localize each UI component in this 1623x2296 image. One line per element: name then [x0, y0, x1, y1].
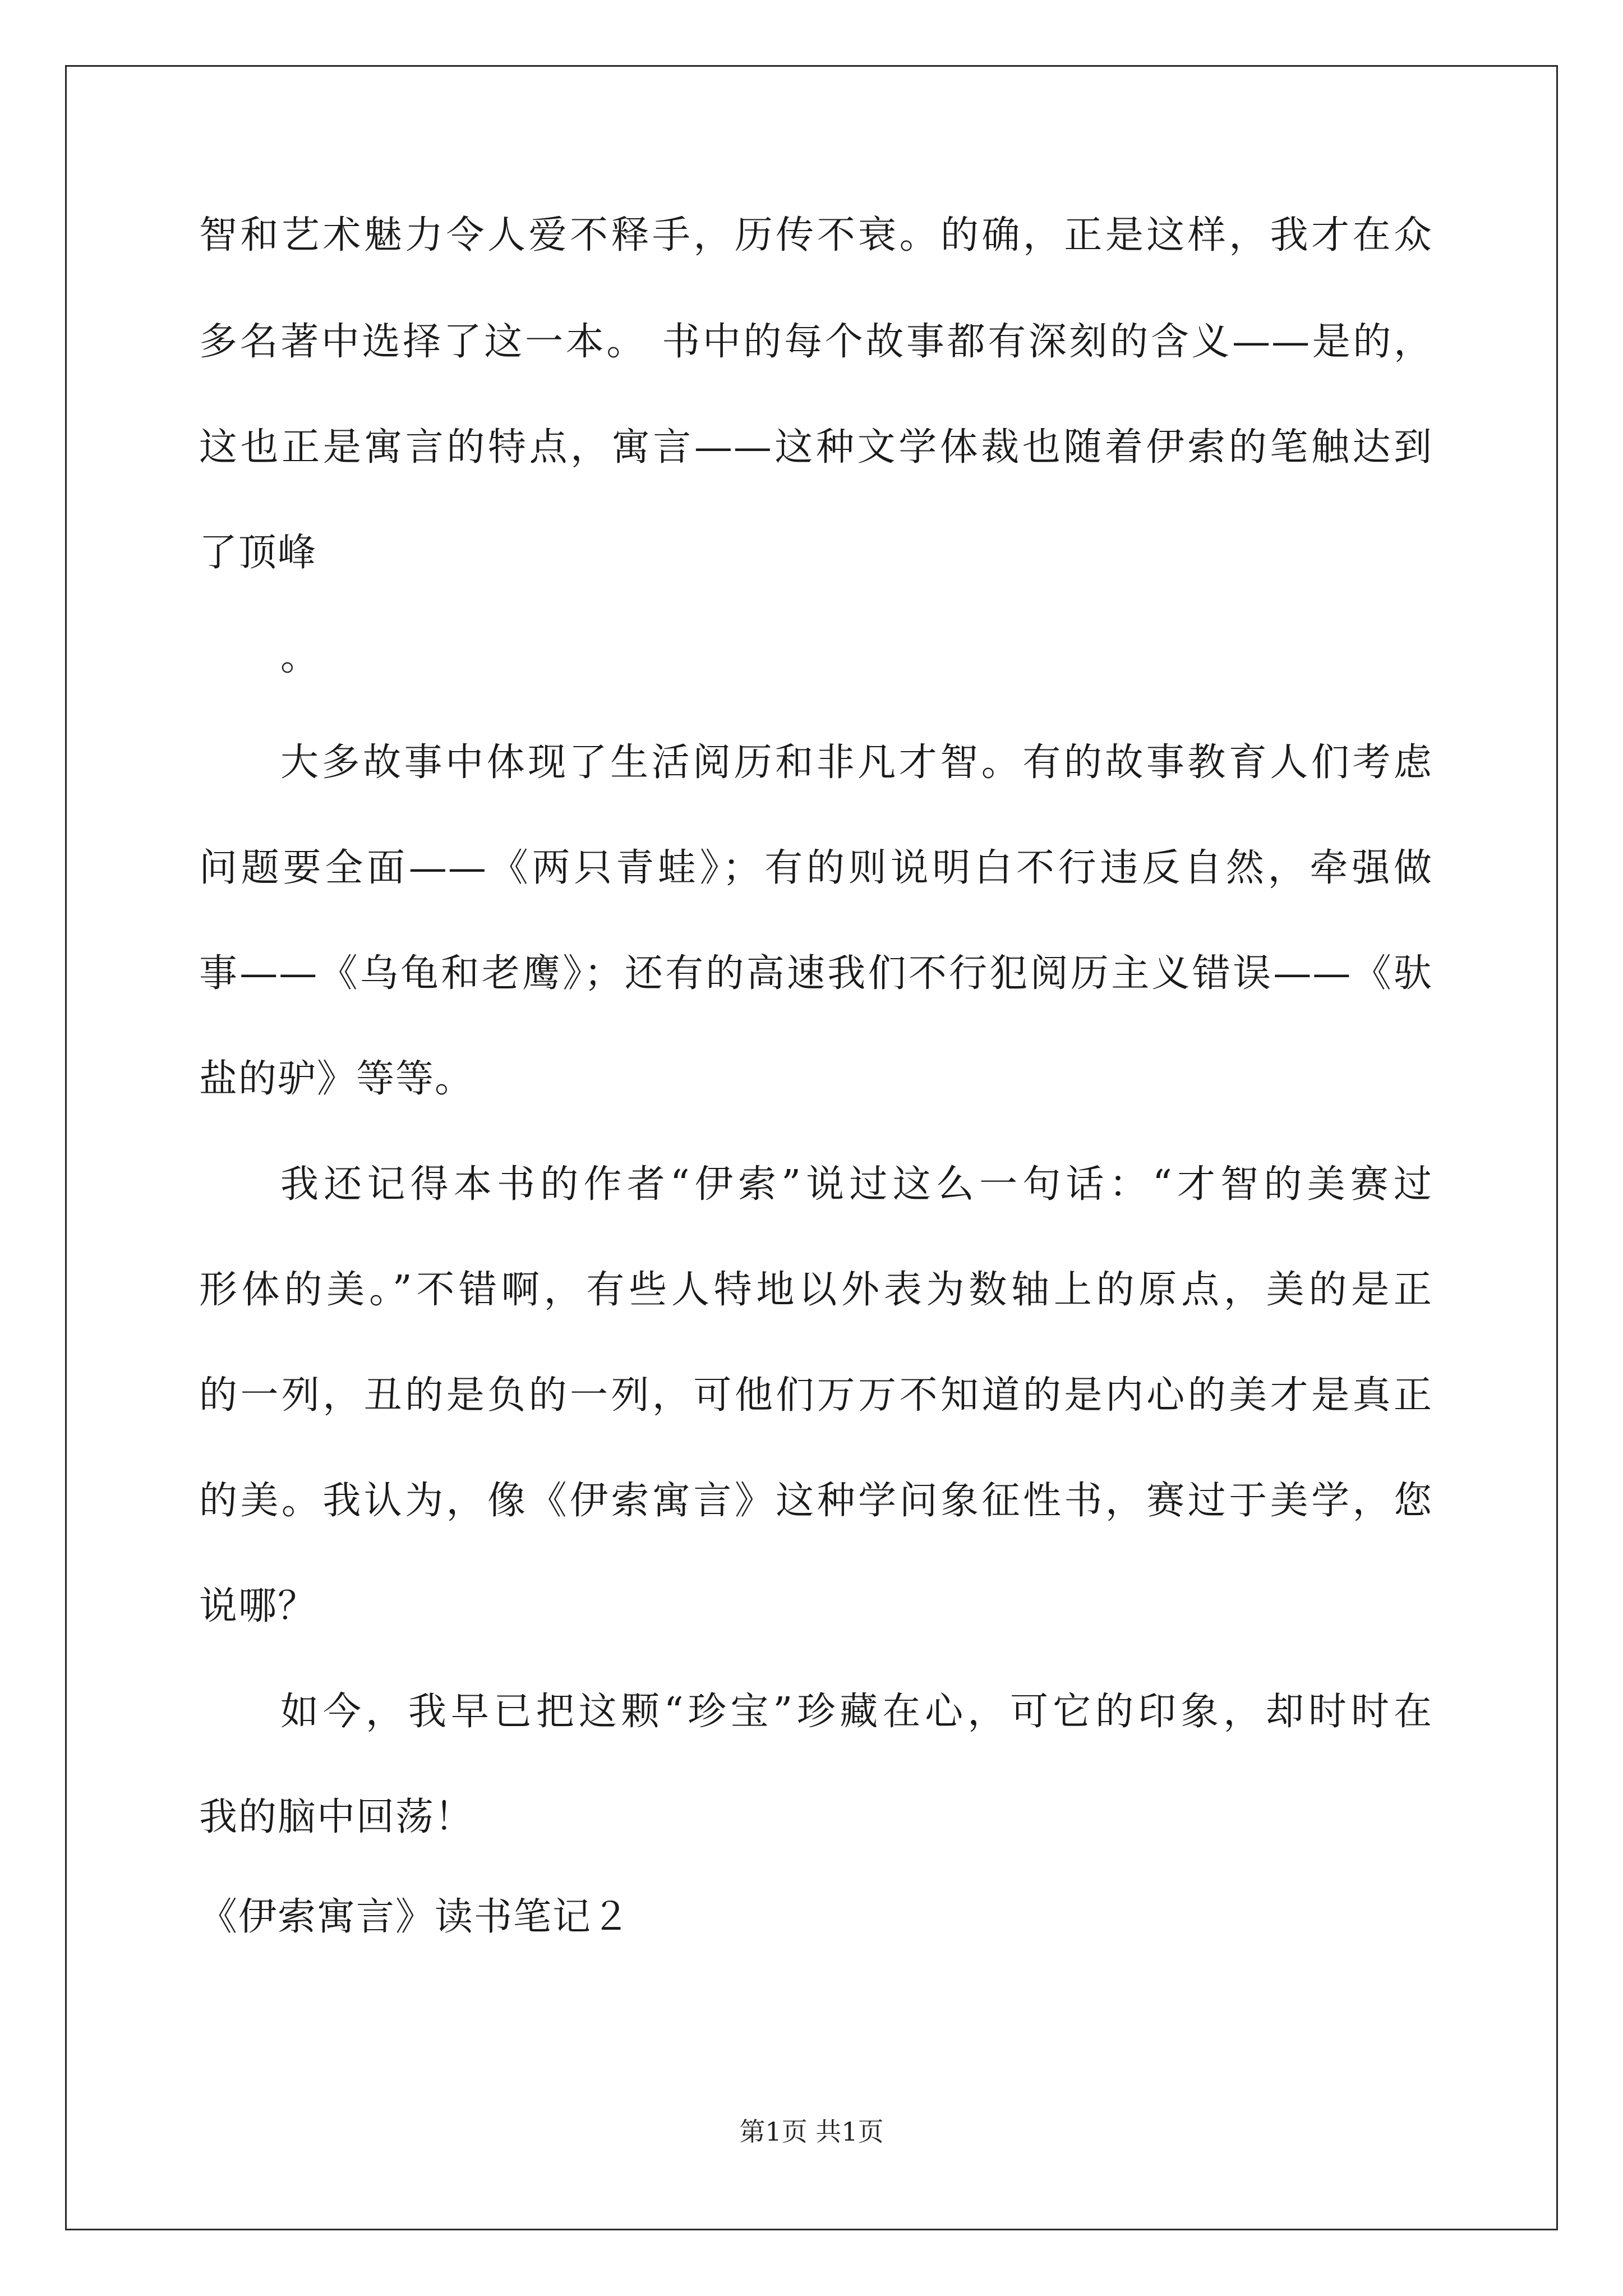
text-line: 事——《乌龟和老鹰》；还有的高速我们不行犯阅历主义错误——《驮: [199, 951, 1433, 996]
text-line: 这也正是寓言的特点，寓言——这种文学体裁也随着伊索的笔触达到: [199, 425, 1433, 470]
paragraph-start-line: 我还记得本书的作者“伊索”说过这么一句话：“才智的美赛过: [280, 1162, 1433, 1207]
text-line: 的一列，丑的是负的一列，可他们万万不知道的是内心的美才是真正: [199, 1373, 1433, 1418]
text-line: 我的脑中回荡！: [199, 1795, 474, 1839]
text-line: 形体的美。”不错啊，有些人特地以外表为数轴上的原点，美的是正: [199, 1268, 1433, 1312]
page-number-footer: 第1页 共1页: [739, 2116, 884, 2147]
text-line: 多名著中选择了这一本。 书中的每个故事都有深刻的含义——是的，: [199, 320, 1433, 364]
text-line: 的美。我认为，像《伊索寓言》这种学问象征性书，赛过于美学，您: [199, 1479, 1433, 1523]
paragraph-start-line: 大多故事中体现了生活阅历和非凡才智。有的故事教育人们考虑: [280, 740, 1433, 785]
text-line: 。: [280, 635, 320, 679]
text-line: 盐的驴》等等。: [199, 1057, 474, 1101]
text-line: 了顶峰: [199, 531, 317, 575]
section-heading: 《伊索寓言》读书笔记２: [199, 1895, 631, 1939]
text-line: 说哪？: [199, 1584, 317, 1628]
text-line: 智和艺术魅力令人爱不释手，历传不衰。的确，正是这样，我才在众: [199, 213, 1433, 257]
text-line: 问题要全面——《两只青蛙》；有的则说明白不行违反自然，牵强做: [199, 846, 1433, 890]
paragraph-start-line: 如今，我早已把这颗“珍宝”珍藏在心，可它的印象，却时时在: [280, 1690, 1433, 1734]
